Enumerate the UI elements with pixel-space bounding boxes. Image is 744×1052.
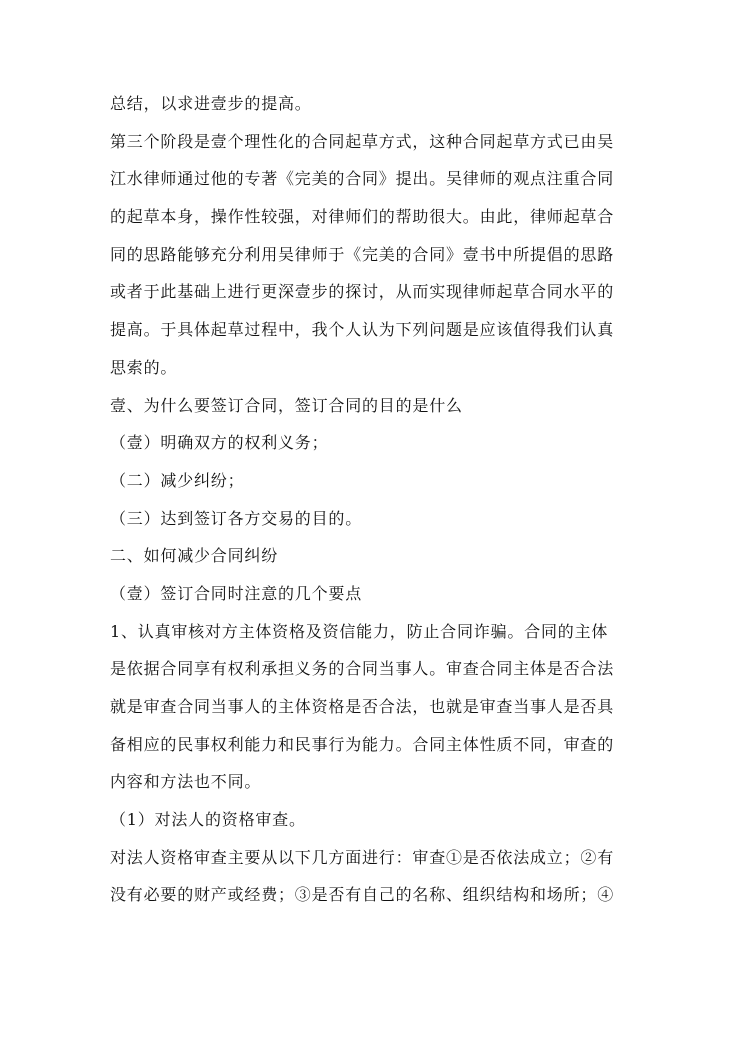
text-line: 第三个阶段是壹个理性化的合同起草方式，这种合同起草方式已由吴 <box>110 131 615 151</box>
section-heading: 二、如何减少合同纠纷 <box>110 546 279 566</box>
text-line: 内容和方法也不同。 <box>110 772 262 792</box>
section-heading: 壹、为什么要签订合同，签订合同的目的是什么 <box>110 395 463 415</box>
list-item: （二）减少纠纷； <box>110 470 245 490</box>
text-line: 是依据合同享有权利承担义务的合同当事人。审查合同主体是否合法 <box>110 659 615 679</box>
document-page <box>110 85 638 914</box>
text-line: 的起草本身，操作性较强，对律师们的帮助很大。由此，律师起草合 <box>110 207 615 227</box>
list-item: （1）对法人的资格审查。 <box>110 810 306 830</box>
text-line: 就是审查合同当事人的主体资格是否合法，也就是审查当事人是否具 <box>110 697 615 716</box>
text-line: 江水律师通过他的专著《完美的合同》提出。吴律师的观点注重合同 <box>110 169 615 189</box>
text-line: 1、认真审核对方主体资格及资信能力，防止合同诈骗。合同的主体 <box>110 621 609 641</box>
text-line: 备相应的民事权利能力和民事行为能力。合同主体性质不同，审查的 <box>110 734 615 754</box>
text-line: 或者于此基础上进行更深壹步的探讨，从而实现律师起草合同水平的 <box>110 282 615 302</box>
text-line: 思索的。 <box>110 357 178 377</box>
text-line: 总结，以求进壹步的提高。 <box>110 94 312 113</box>
text-line: 提高。于具体起草过程中，我个人认为下列问题是应该值得我们认真 <box>110 320 615 340</box>
list-item: （壹）明确双方的权利义务； <box>110 433 329 453</box>
list-item: （三）达到签订各方交易的目的。 <box>110 508 363 528</box>
text-line: 对法人资格审查主要从以下几方面进行：审查①是否依法成立；②有 <box>110 847 615 867</box>
subsection-heading: （壹）签订合同时注意的几个要点 <box>110 583 363 603</box>
text-line: 没有必要的财产或经费；③是否有自己的名称、组织结构和场所；④ <box>110 885 615 905</box>
text-line: 同的思路能够充分利用吴律师于《完美的合同》壹书中所提倡的思路 <box>110 244 615 264</box>
